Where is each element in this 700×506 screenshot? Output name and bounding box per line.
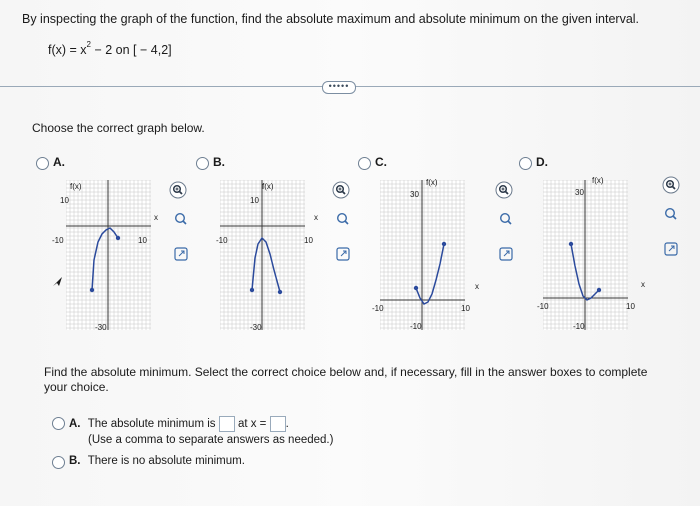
graph-c-x-label: x: [475, 282, 479, 291]
graph-d-endpoint-right: [597, 288, 601, 292]
graph-d-endpoint-left: [569, 242, 573, 246]
option-b-label: B.: [213, 155, 225, 169]
graph-d-x-label: x: [641, 280, 645, 289]
graph-c-endpoint-left: [414, 286, 418, 290]
graph-c-left-tick: -10: [372, 304, 384, 313]
zoom-out-icon[interactable]: [662, 205, 680, 223]
answer-b-radio[interactable]: [52, 456, 65, 469]
graph-d-right-tick: 10: [626, 302, 635, 311]
graph-d: [543, 180, 628, 330]
more-button[interactable]: •••••: [322, 81, 356, 94]
answer-a-label: A.: [69, 418, 81, 431]
graph-a: [66, 180, 151, 330]
answer-a-text3: .: [285, 418, 289, 431]
function-expression: [48, 42, 172, 57]
option-a-label: A.: [53, 155, 65, 169]
graph-b-top-tick: 10: [250, 196, 259, 205]
option-a-radio[interactable]: [36, 157, 49, 170]
option-c-label: C.: [375, 155, 387, 169]
zoom-out-icon[interactable]: [497, 210, 515, 228]
answer-a-hint: (Use a comma to separate answers as needed.): [88, 434, 334, 446]
answer-a-row: [69, 416, 289, 432]
option-c-radio[interactable]: [358, 157, 371, 170]
graph-b-right-tick: 10: [304, 236, 313, 245]
answer-b-label: B.: [69, 455, 81, 467]
answer-a-text1: The absolute minimum is: [87, 418, 216, 431]
answer-a-radio[interactable]: [52, 417, 65, 430]
answer-a-min-input[interactable]: [219, 416, 235, 432]
expand-icon[interactable]: [334, 245, 352, 263]
graph-c-endpoint-right: [442, 242, 446, 246]
graph-c-top-tick: 30: [410, 190, 419, 199]
graph-b-x-label: x: [314, 213, 318, 222]
answer-a-x-input[interactable]: [270, 416, 286, 432]
graph-d-bottom-tick: -10: [573, 322, 585, 331]
graph-d-axis-label: f(x): [592, 176, 604, 185]
zoom-in-icon[interactable]: [332, 181, 350, 199]
graph-a-x-label: x: [154, 213, 158, 222]
graph-a-right-tick: 10: [138, 236, 147, 245]
expand-icon[interactable]: [497, 245, 515, 263]
zoom-out-icon[interactable]: [172, 210, 190, 228]
pointer-icon: [52, 276, 64, 288]
graph-c-bottom-tick: -10: [410, 322, 422, 331]
option-b-radio[interactable]: [196, 157, 209, 170]
graph-c-right-tick: 10: [461, 304, 470, 313]
graph-a-endpoint-right: [116, 236, 120, 240]
graph-b-bottom-tick: -30: [250, 323, 262, 332]
graph-d-top-tick: 30: [575, 188, 584, 197]
function-exponent: 2: [86, 40, 91, 49]
graph-a-axis-label: f(x): [70, 182, 82, 191]
graph-a-bottom-tick: -30: [95, 323, 107, 332]
graph-b-endpoint-left: [250, 288, 254, 292]
zoom-in-icon[interactable]: [495, 181, 513, 199]
graph-d-left-tick: -10: [537, 302, 549, 311]
choose-instruction: Choose the correct graph below.: [32, 121, 205, 135]
expand-icon[interactable]: [662, 240, 680, 258]
answer-b-row: [69, 455, 245, 467]
graph-a-left-tick: -10: [52, 236, 64, 245]
graph-c-axis-label: f(x): [426, 178, 438, 187]
question-text: By inspecting the graph of the function, find the absolute maximum and absolute minimum on the given interval.: [22, 12, 640, 26]
answer-b-text: There is no absolute minimum.: [87, 455, 245, 467]
graph-b-axis-label: f(x): [262, 182, 274, 191]
zoom-in-icon[interactable]: [169, 181, 187, 199]
option-d-radio[interactable]: [519, 157, 532, 170]
graph-c: [380, 180, 465, 330]
graph-b-left-tick: -10: [216, 236, 228, 245]
find-instruction: Find the absolute minimum. Select the correct choice below and, if necessary, fill in the answer boxes to complete your choice.: [44, 365, 648, 394]
zoom-out-icon[interactable]: [334, 210, 352, 228]
function-prefix: f(x) = x: [48, 43, 87, 58]
function-suffix: − 2 on [ − 4,2]: [91, 43, 172, 58]
graph-b-endpoint-right: [278, 290, 282, 294]
zoom-in-icon[interactable]: [662, 176, 680, 194]
graph-a-top-tick: 10: [60, 196, 69, 205]
option-d-label: D.: [536, 155, 548, 169]
expand-icon[interactable]: [172, 245, 190, 263]
graph-b: [220, 180, 305, 330]
answer-a-text2: at x =: [237, 418, 267, 431]
graph-a-endpoint-left: [90, 288, 94, 292]
